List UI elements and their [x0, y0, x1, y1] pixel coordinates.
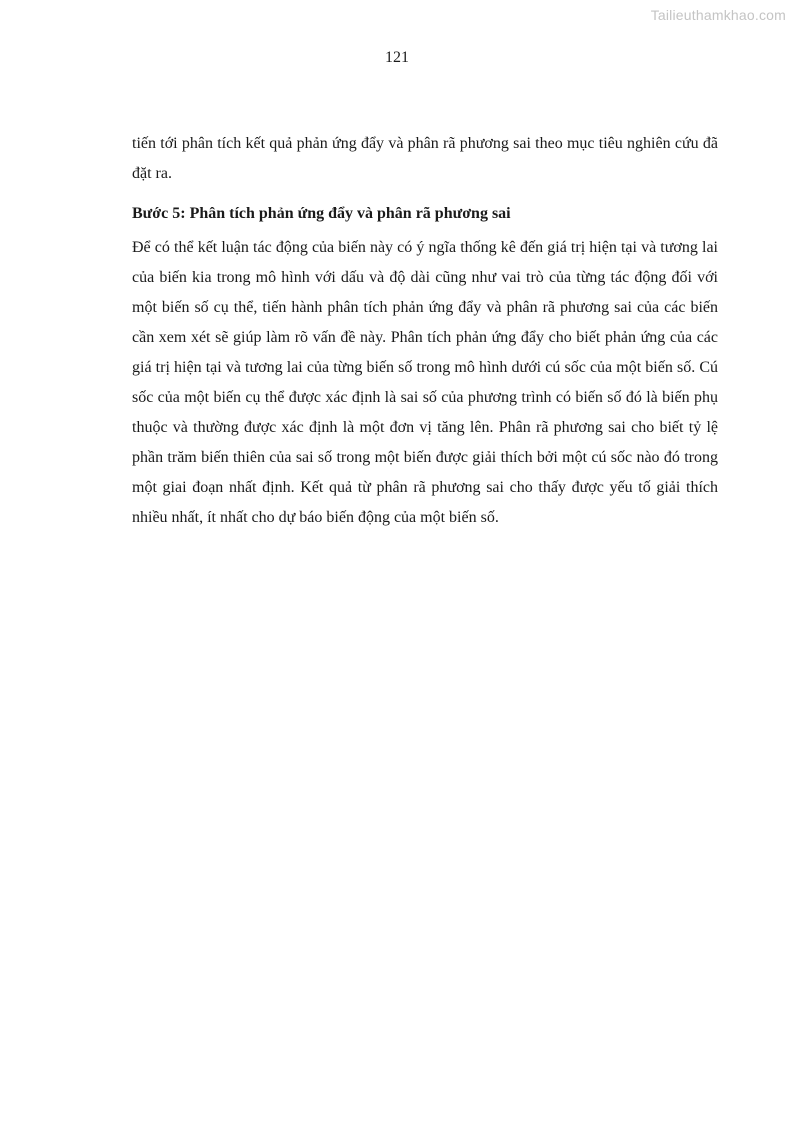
paragraph-continuation: tiến tới phân tích kết quả phản ứng đẩy và phân rã phương sai theo mục tiêu nghiên cứu đã đặt ra.	[132, 135, 718, 182]
watermark: Tailieuthamkhao.com	[650, 7, 786, 23]
page-number: 121	[385, 49, 409, 66]
paragraph-main: Để có thể kết luận tác động của biến này có ý ngĩa thống kê đến giá trị hiện tại và tương lai của biến kia trong mô hình với dấu và độ dài cũng như vai trò của từng tác động đối với một biến số cụ thể, tiến hành phân tích phản ứng đẩy và phân rã phương sai của các biến cần xem xét sẽ giúp làm rõ vấn đề này. Phân tích phản ứng đẩy cho biết phản ứng của các giá trị hiện tại và tương lai của từng biến số trong mô hình dưới cú sốc của một biến số. Cú sốc của một biến cụ thể được xác định là sai số của phương trình có biến số đó là biến phụ thuộc và thường được xác định là một đơn vị tăng lên. Phân rã phương sai cho biết tỷ lệ phần trăm biến thiên của sai số trong một biến được giải thích bởi một cú sốc nào đó trong một giai đoạn nhất định. Kết quả từ phân rã phương sai cho thấy được yếu tố giải thích nhiều nhất, ít nhất cho dự báo biến động của một biến số.	[132, 239, 718, 526]
section-heading: Bước 5: Phân tích phản ứng đẩy và phân rã phương sai	[132, 205, 511, 222]
page-body	[132, 129, 718, 533]
